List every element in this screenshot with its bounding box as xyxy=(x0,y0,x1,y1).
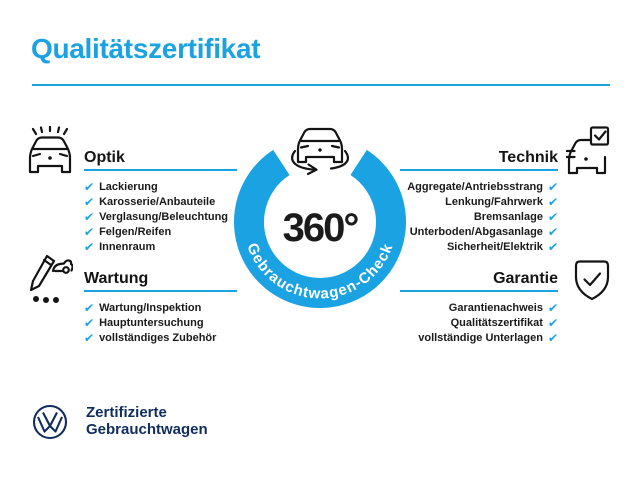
check-icon: ✔ xyxy=(83,209,95,224)
checklist-item: Qualitätszertifikat ✔ xyxy=(450,315,559,330)
check-icon: ✔ xyxy=(547,330,559,345)
brand-claim-line2: Gebrauchtwagen xyxy=(86,421,208,438)
section-garantie xyxy=(400,269,558,345)
checklist-item: Sicherheit/Elektrik ✔ xyxy=(446,239,559,254)
checklist-item: ✔ Felgen/Reifen xyxy=(83,224,172,239)
checklist-item: ✔ Verglasung/Beleuchtung xyxy=(83,209,229,224)
pencil-car-icon xyxy=(25,254,73,304)
check-icon: ✔ xyxy=(547,194,559,209)
title-divider xyxy=(32,84,610,86)
section-wartung-title: Wartung xyxy=(84,270,149,287)
section-wartung xyxy=(84,269,237,345)
car-shine-icon xyxy=(27,126,73,176)
checklist-item: Lenkung/Fahrwerk ✔ xyxy=(445,194,559,209)
check-icon: ✔ xyxy=(83,194,95,209)
section-underline xyxy=(400,290,558,292)
checklist-item: Garantienachweis ✔ xyxy=(448,300,559,315)
check-icon: ✔ xyxy=(547,239,559,254)
degree-label: 360° xyxy=(282,206,358,250)
section-optik xyxy=(84,148,237,254)
check-icon: ✔ xyxy=(83,239,95,254)
checklist-item: ✔ vollständiges Zubehör xyxy=(83,330,217,345)
section-underline xyxy=(400,169,558,171)
section-technik-title: Technik xyxy=(498,149,558,166)
checklist-item: Aggregate/Antriebsstrang ✔ xyxy=(407,179,559,194)
check-icon: ✔ xyxy=(547,209,559,224)
checklist-item: Bremsanlage ✔ xyxy=(473,209,559,224)
section-garantie-title: Garantie xyxy=(493,270,558,287)
shield-check-icon xyxy=(574,258,610,302)
page-title: Qualitätszertifikat xyxy=(31,33,261,64)
check-icon: ✔ xyxy=(547,224,559,239)
check-icon: ✔ xyxy=(83,300,95,315)
section-technik xyxy=(400,148,558,254)
car-front-rotate-icon xyxy=(292,129,348,174)
ring-label: Gebrauchtwagen-Check xyxy=(243,240,397,303)
checklist-item: ✔ Hauptuntersuchung xyxy=(83,315,204,330)
section-underline xyxy=(84,290,237,292)
checklist-item: vollständige Unterlagen ✔ xyxy=(418,330,559,345)
check-icon: ✔ xyxy=(83,315,95,330)
section-optik-title: Optik xyxy=(84,149,125,166)
check-icon: ✔ xyxy=(547,315,559,330)
checklist-item: ✔ Wartung/Inspektion xyxy=(83,300,202,315)
check-icon: ✔ xyxy=(83,330,95,345)
checklist-item: Unterboden/Abgasanlage ✔ xyxy=(409,224,559,239)
check-icon: ✔ xyxy=(547,300,559,315)
checklist-item: ✔ Lackierung xyxy=(83,179,158,194)
vw-logo xyxy=(32,404,68,440)
check-icon: ✔ xyxy=(547,179,559,194)
check-icon: ✔ xyxy=(83,179,95,194)
checklist-item: ✔ Innenraum xyxy=(83,239,156,254)
section-underline xyxy=(84,169,237,171)
brand-claim xyxy=(86,404,208,438)
brand-claim-line1: Zertifizierte xyxy=(86,404,167,421)
checklist-item: ✔ Karosserie/Anbauteile xyxy=(83,194,216,209)
check-icon: ✔ xyxy=(83,224,95,239)
car-checkbox-icon xyxy=(566,126,610,176)
